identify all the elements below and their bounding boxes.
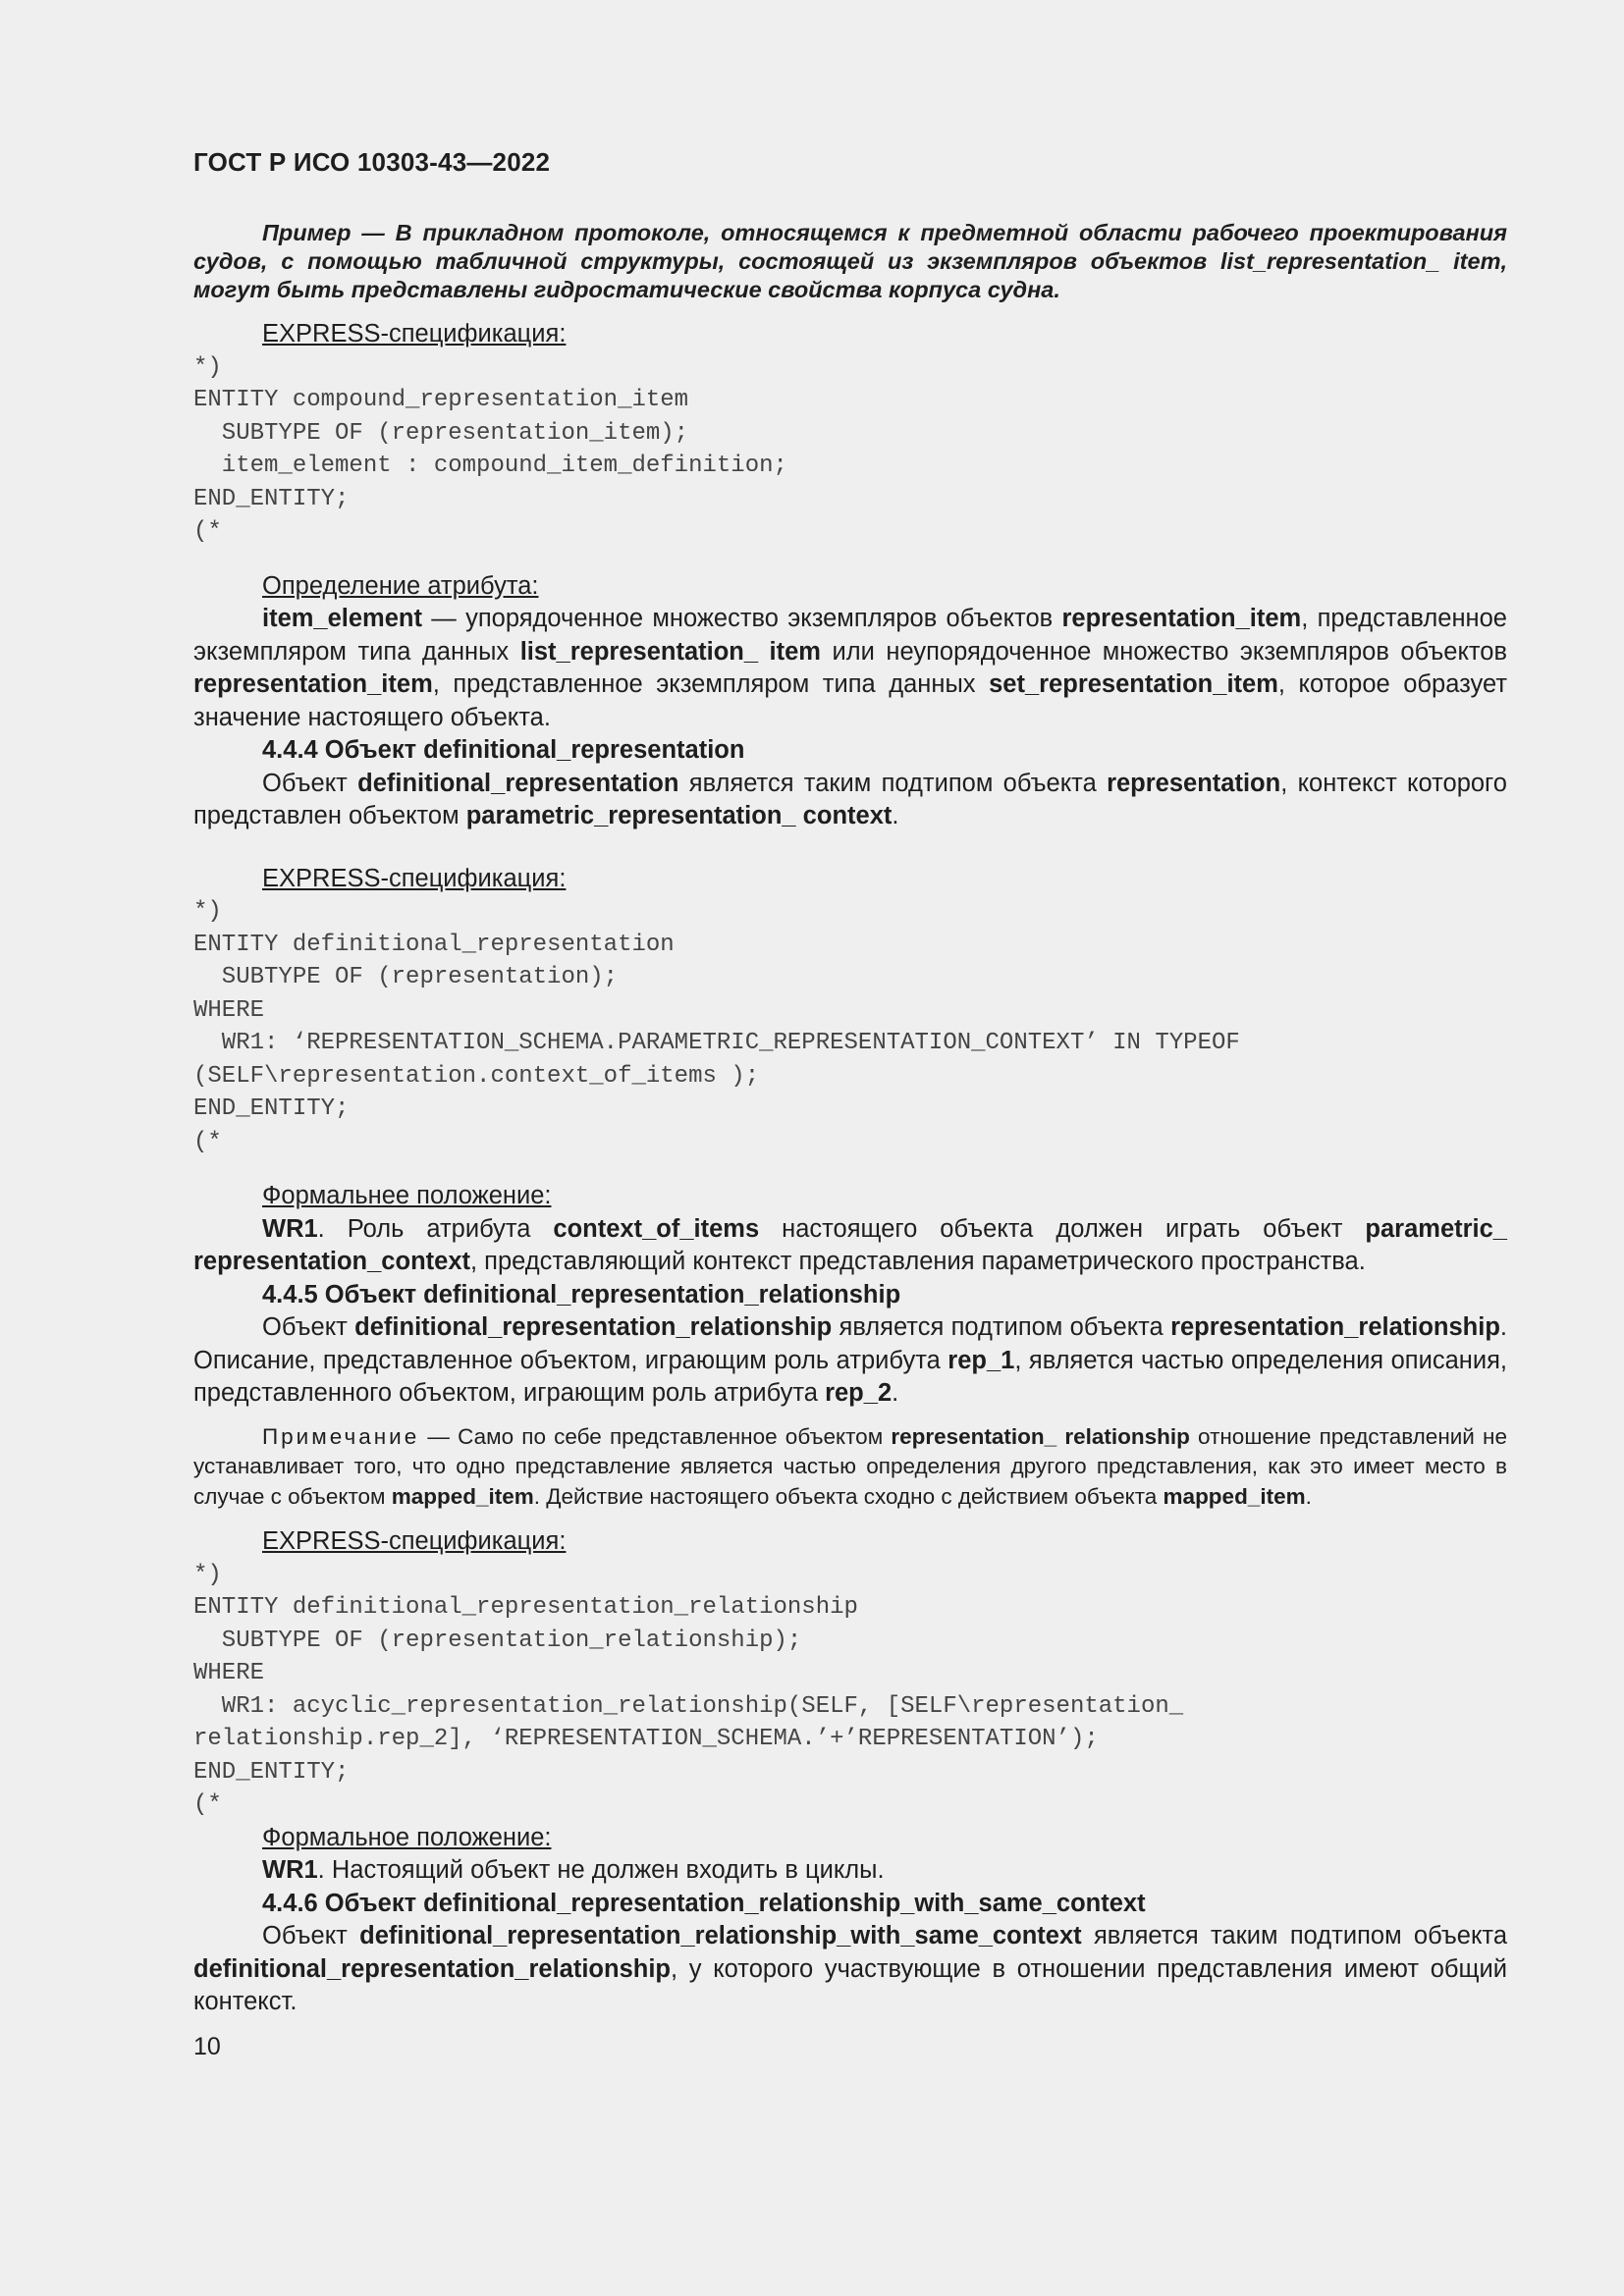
- attribute-definition-text: item_element — упорядоченное множество экземпляров объектов representation_item, представленное экземпляром типа данных list_representation_ item или неупорядоченное множество экземпляров объектов representation_item, представленное экземпляром типа данных set_representation_item, которое образует значение настоящего объекта.: [193, 605, 1508, 731]
- document-header: ГОСТ Р ИСО 10303-43—2022: [193, 147, 551, 177]
- wr1-text-1: WR1. Роль атрибута context_of_items настоящего объекта должен играть объект parametric_ representation_context, представляющий контекст представления параметрического пространства.: [193, 1214, 1507, 1275]
- formal-proposition-label-2: Формальное положение:: [262, 1823, 552, 1851]
- express-label-2: EXPRESS-спецификация:: [262, 864, 567, 892]
- section-text-4-4-4: Объект definitional_representation является таким подтипом объекта representation, контекст которого представлен объектом parametric_representation_ context.: [193, 769, 1507, 829]
- section-text-4-4-5: Объект definitional_representation_relationship является подтипом объекта representation_relationship. Описание, представленное объектом, играющим роль атрибута rep_1, является частью определения описания, представленного объектом, играющим роль атрибута rep_2.: [193, 1313, 1508, 1407]
- express-code-3: *) ENTITY definitional_representation_relationship SUBTYPE OF (representation_relationship); WHERE WR1: acyclic_representation_relationship(SELF, [SELF\representation_ relationship.rep_2], ‘REPRESENTATION_SCHEMA.’+’REPRESENTATION’); END_ENTITY; (*: [193, 1561, 1184, 1818]
- page-content: [193, 147, 1507, 2061]
- express-code-1: *) ENTITY compound_representation_item SUBTYPE OF (representation_item); item_element : compound_item_definition; END_ENTITY; (*: [193, 353, 787, 545]
- page-number: 10: [193, 2032, 221, 2060]
- note-paragraph: Примечание — Само по себе представленное объектом representation_ relationship отношение представлений не устанавливает того, что одно представление является частью определения другого представления, как это имеет место в случае с объектом mapped_item. Действие настоящего объекта сходно с действием объекта mapped_item.: [193, 1423, 1507, 1509]
- section-text-4-4-6: Объект definitional_representation_relationship_with_same_context является таким подтипом объекта definitional_representation_relationship, у которого участвующие в отношении представления имеют общий контекст.: [193, 1922, 1508, 2015]
- express-label-3: EXPRESS-спецификация:: [262, 1527, 567, 1555]
- section-title-4-4-6: 4.4.6 Объект definitional_representation_relationship_with_same_context: [262, 1889, 1146, 1917]
- attribute-definition-label: Определение атрибута:: [262, 571, 539, 600]
- section-title-4-4-4: 4.4.4 Объект definitional_representation: [262, 736, 745, 764]
- section-title-4-4-5: 4.4.5 Объект definitional_representation_relationship: [262, 1280, 901, 1308]
- example-paragraph: Пример — В прикладном протоколе, относящемся к предметной области рабочего проектирования судов, с помощью табличной структуры, состоящей из экземпляров объектов list_representation_ item, могут быть представлены гидростатические свойства корпуса судна.: [193, 220, 1507, 302]
- express-label-1: EXPRESS-спецификация:: [262, 320, 567, 347]
- formal-proposition-label-1: Формальнее положение:: [262, 1182, 552, 1209]
- wr1-text-2: WR1. Настоящий объект не должен входить в циклы.: [262, 1856, 885, 1884]
- express-code-2: *) ENTITY definitional_representation SUBTYPE OF (representation); WHERE WR1: ‘REPRESENTATION_SCHEMA.PARAMETRIC_REPRESENTATION_CONTEXT’ IN TYPEOF (SELF\representation.context_of_items ); END_ENTITY; (*: [193, 898, 1240, 1155]
